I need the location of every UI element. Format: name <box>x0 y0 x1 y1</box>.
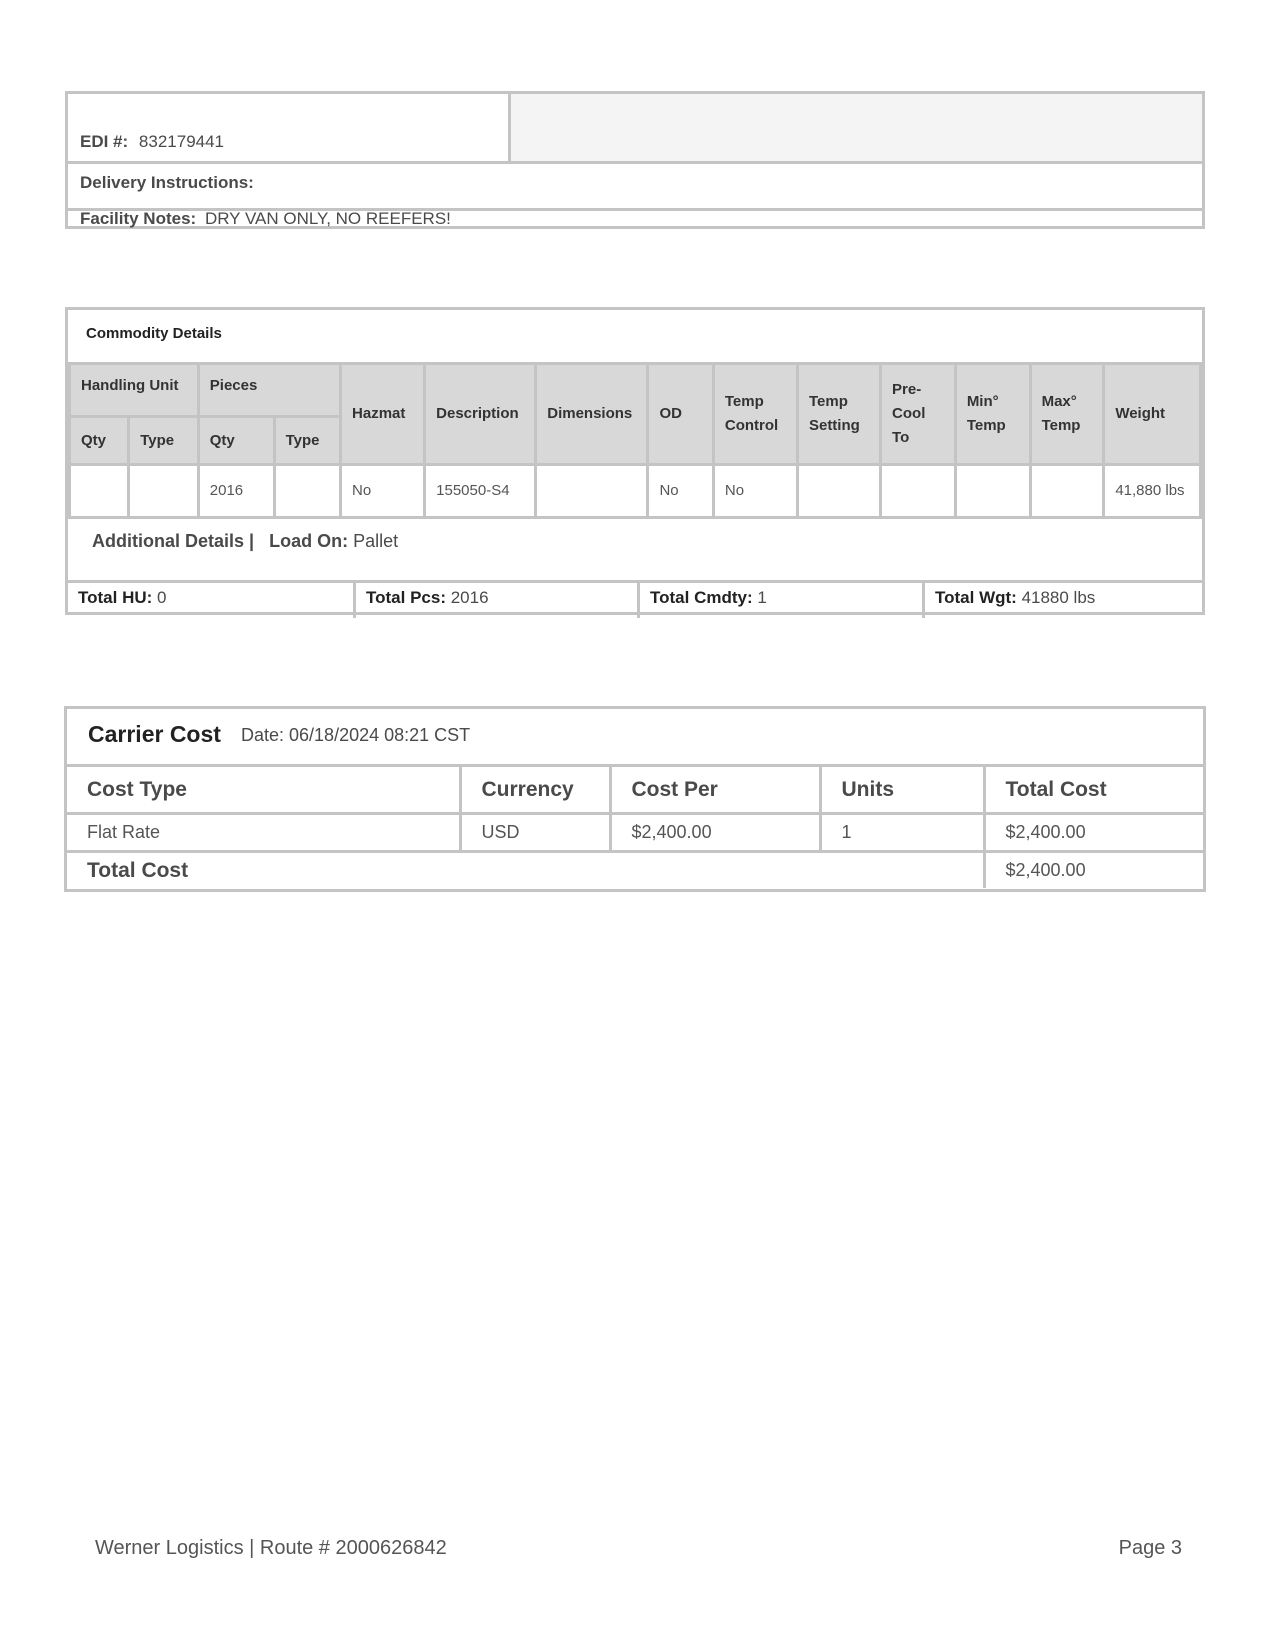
commodity-table <box>68 362 1202 519</box>
facility-notes-row <box>68 211 1202 229</box>
pcs-qty-cell: 2016 <box>198 465 274 518</box>
footer-page-number: Page 3 <box>1118 1537 1182 1559</box>
pre-cool-to-cell <box>881 465 956 518</box>
max-temp-header: Max° Temp <box>1030 364 1104 465</box>
total-hu-value: 0 <box>157 588 167 607</box>
description-header: Description <box>425 364 536 465</box>
edi-empty-cell <box>511 94 1202 161</box>
pcs-qty-header: Qty <box>198 417 274 465</box>
currency-header: Currency <box>460 767 610 814</box>
weight-cell: 41,880 lbs <box>1104 465 1201 518</box>
total-cmdty-cell <box>637 583 922 618</box>
facility-notes-value: DRY VAN ONLY, NO REEFERS! <box>204 209 451 228</box>
load-on-label: Load On: <box>269 531 349 551</box>
od-header: OD <box>648 364 713 465</box>
handling-unit-header: Handling Unit <box>70 364 199 417</box>
pre-cool-to-header: Pre-Cool To <box>881 364 956 465</box>
total-cmdty-value: 1 <box>757 588 767 607</box>
max-temp-cell <box>1030 465 1104 518</box>
od-cell: No <box>648 465 713 518</box>
carrier-cost-box <box>64 706 1206 892</box>
total-pcs-cell <box>353 583 637 618</box>
facility-notes-label: Facility Notes: <box>80 209 197 228</box>
hu-qty-cell <box>70 465 129 518</box>
carrier-cost-title: Carrier Cost <box>88 721 221 747</box>
units-header: Units <box>820 767 984 814</box>
carrier-cost-header <box>67 709 1203 767</box>
hazmat-cell: No <box>341 465 425 518</box>
total-cmdty-label: Total Cmdty: <box>650 588 753 607</box>
edi-details-box <box>65 91 1205 229</box>
hu-type-cell <box>129 465 199 518</box>
pcs-type-cell <box>274 465 340 518</box>
weight-header: Weight <box>1104 364 1201 465</box>
load-on-value: Pallet <box>353 531 399 551</box>
total-wgt-label: Total Wgt: <box>935 588 1017 607</box>
table-row <box>67 814 1203 852</box>
table-row <box>70 465 1201 518</box>
additional-details-label: Additional Details | <box>92 531 255 551</box>
commodity-details-box <box>65 307 1205 615</box>
cost-per-cell: $2,400.00 <box>610 814 820 852</box>
temp-setting-header: Temp Setting <box>797 364 880 465</box>
edi-row <box>68 94 1202 164</box>
hu-qty-header: Qty <box>70 417 129 465</box>
pieces-header: Pieces <box>198 364 340 417</box>
edi-label: EDI #: <box>80 132 129 151</box>
hazmat-header: Hazmat <box>341 364 425 465</box>
total-cost-value: $2,400.00 <box>984 852 1203 889</box>
temp-control-header: Temp Control <box>713 364 797 465</box>
total-wgt-cell <box>922 583 1202 618</box>
edi-cell <box>68 94 511 161</box>
currency-cell: USD <box>460 814 610 852</box>
delivery-instructions-label: Delivery Instructions: <box>80 173 254 192</box>
carrier-cost-date: Date: 06/18/2024 08:21 CST <box>241 725 471 745</box>
units-cell: 1 <box>820 814 984 852</box>
carrier-cost-table <box>67 767 1203 888</box>
hu-type-header: Type <box>129 417 199 465</box>
footer-route: Werner Logistics | Route # 2000626842 <box>95 1537 447 1559</box>
total-cost-cell: $2,400.00 <box>984 814 1203 852</box>
total-cost-row <box>67 852 1203 889</box>
temp-control-cell: No <box>713 465 797 518</box>
dimensions-cell <box>536 465 648 518</box>
totals-row <box>68 580 1202 618</box>
description-cell: 155050-S4 <box>425 465 536 518</box>
min-temp-header: Min° Temp <box>955 364 1030 465</box>
cost-type-cell: Flat Rate <box>67 814 460 852</box>
dimensions-header: Dimensions <box>536 364 648 465</box>
min-temp-cell <box>955 465 1030 518</box>
total-hu-label: Total HU: <box>78 588 153 607</box>
total-wgt-value: 41880 lbs <box>1021 588 1096 607</box>
edi-value: 832179441 <box>138 132 225 151</box>
total-cost-header: Total Cost <box>984 767 1203 814</box>
temp-setting-cell <box>797 465 880 518</box>
delivery-instructions-row <box>68 164 1202 211</box>
total-pcs-label: Total Pcs: <box>366 588 446 607</box>
total-cost-label: Total Cost <box>67 852 984 889</box>
pcs-type-header: Type <box>274 417 340 465</box>
total-hu-cell <box>68 583 353 618</box>
total-pcs-value: 2016 <box>450 588 489 607</box>
cost-per-header: Cost Per <box>610 767 820 814</box>
additional-details-row <box>68 517 1202 568</box>
commodity-details-title: Commodity Details <box>86 325 222 342</box>
cost-type-header: Cost Type <box>67 767 460 814</box>
